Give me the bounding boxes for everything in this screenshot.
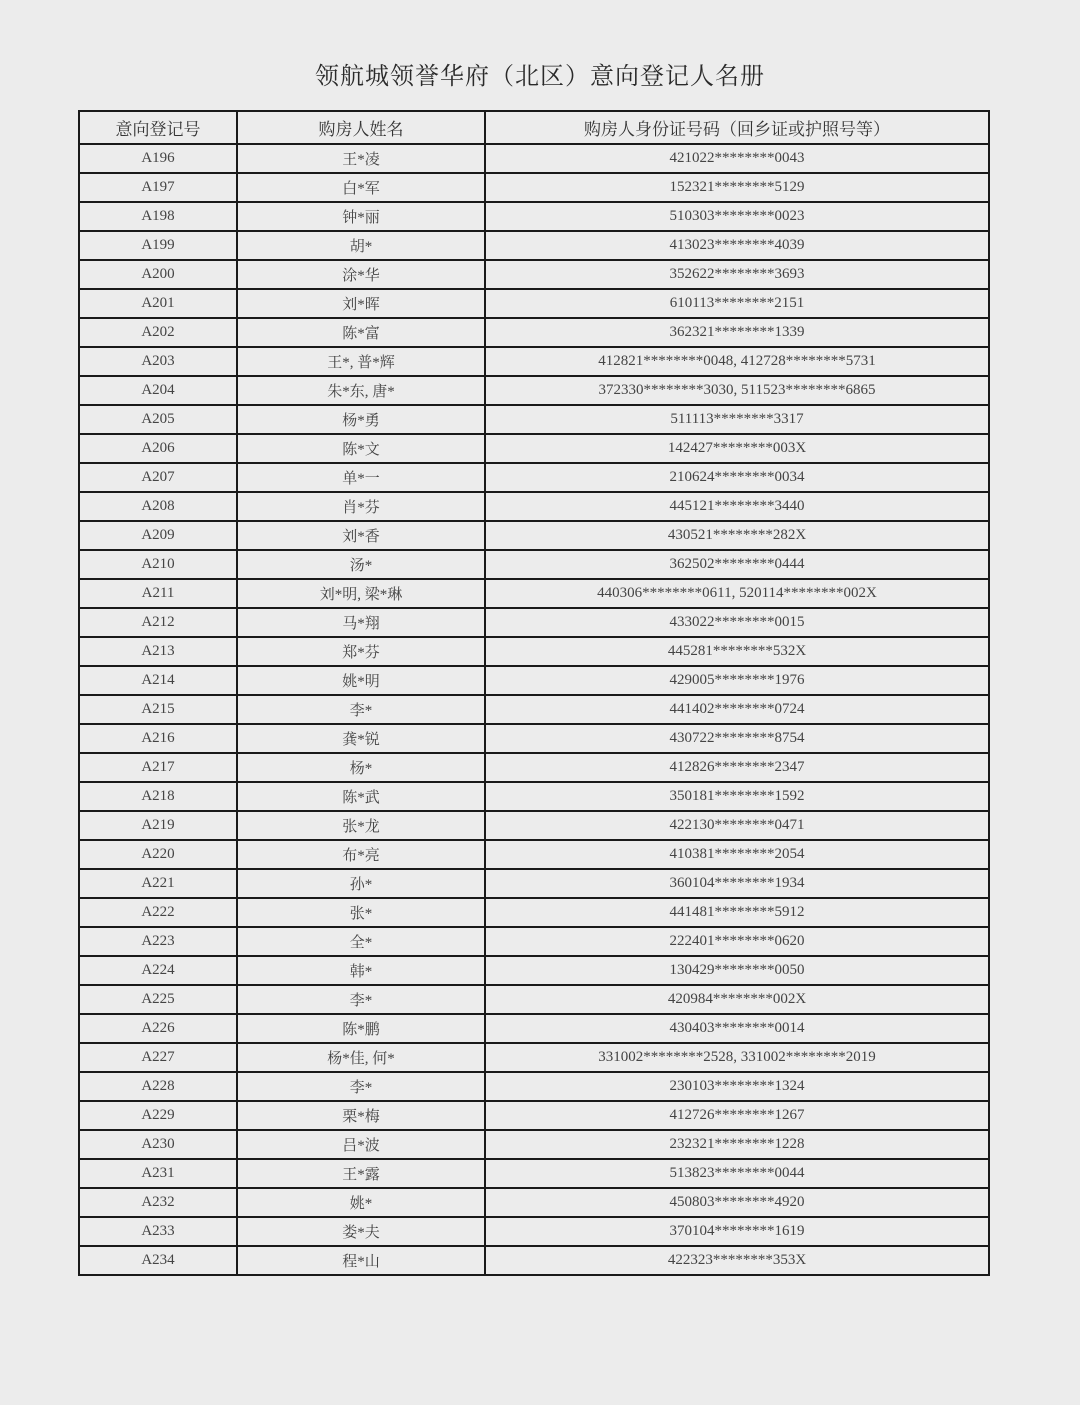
registration-number-cell: A215 xyxy=(79,695,237,724)
registration-number-cell: A234 xyxy=(79,1246,237,1275)
registration-number-cell: A214 xyxy=(79,666,237,695)
table-row xyxy=(79,724,989,753)
buyer-id-cell: 422130********0471 xyxy=(485,811,989,840)
table-row xyxy=(79,405,989,434)
table-row xyxy=(79,492,989,521)
table-body xyxy=(79,144,989,1275)
table-row xyxy=(79,811,989,840)
table-row xyxy=(79,782,989,811)
buyer-id-cell: 420984********002X xyxy=(485,985,989,1014)
table-row xyxy=(79,695,989,724)
buyer-name-cell: 陈*文 xyxy=(237,434,485,463)
buyer-id-cell: 412826********2347 xyxy=(485,753,989,782)
buyer-name-cell: 杨* xyxy=(237,753,485,782)
buyer-id-cell: 210624********0034 xyxy=(485,463,989,492)
registration-number-cell: A212 xyxy=(79,608,237,637)
table-row xyxy=(79,1188,989,1217)
registration-number-cell: A229 xyxy=(79,1101,237,1130)
table-row xyxy=(79,1014,989,1043)
registration-number-cell: A203 xyxy=(79,347,237,376)
buyer-name-cell: 陈*鹏 xyxy=(237,1014,485,1043)
buyer-name-cell: 汤* xyxy=(237,550,485,579)
table-row xyxy=(79,956,989,985)
registration-number-cell: A201 xyxy=(79,289,237,318)
table-row xyxy=(79,434,989,463)
registration-number-cell: A217 xyxy=(79,753,237,782)
registration-number-cell: A196 xyxy=(79,144,237,173)
buyer-id-cell: 513823********0044 xyxy=(485,1159,989,1188)
buyer-name-cell: 李* xyxy=(237,1072,485,1101)
table-row xyxy=(79,347,989,376)
buyer-name-cell: 胡* xyxy=(237,231,485,260)
registration-number-cell: A204 xyxy=(79,376,237,405)
buyer-name-cell: 李* xyxy=(237,985,485,1014)
buyer-id-cell: 445281********532X xyxy=(485,637,989,666)
registration-number-cell: A218 xyxy=(79,782,237,811)
buyer-id-cell: 232321********1228 xyxy=(485,1130,989,1159)
table-row xyxy=(79,260,989,289)
buyer-name-cell: 郑*芬 xyxy=(237,637,485,666)
buyer-name-cell: 刘*明, 梁*琳 xyxy=(237,579,485,608)
buyer-id-cell: 430521********282X xyxy=(485,521,989,550)
buyer-id-cell: 331002********2528, 331002********2019 xyxy=(485,1043,989,1072)
buyer-name-cell: 栗*梅 xyxy=(237,1101,485,1130)
buyer-id-cell: 511113********3317 xyxy=(485,405,989,434)
buyer-name-cell: 王*, 普*辉 xyxy=(237,347,485,376)
table-row xyxy=(79,753,989,782)
table-row xyxy=(79,1246,989,1275)
table-row xyxy=(79,318,989,347)
registration-number-cell: A225 xyxy=(79,985,237,1014)
buyer-id-cell: 412821********0048, 412728********5731 xyxy=(485,347,989,376)
buyer-name-cell: 陈*武 xyxy=(237,782,485,811)
buyer-id-cell: 352622********3693 xyxy=(485,260,989,289)
table-row xyxy=(79,376,989,405)
buyer-id-cell: 230103********1324 xyxy=(485,1072,989,1101)
table-row xyxy=(79,1159,989,1188)
buyer-name-cell: 姚* xyxy=(237,1188,485,1217)
table-row xyxy=(79,608,989,637)
buyer-name-cell: 单*一 xyxy=(237,463,485,492)
buyer-id-cell: 450803********4920 xyxy=(485,1188,989,1217)
document-title: 领航城领誉华府（北区）意向登记人名册 xyxy=(315,62,765,90)
table-row xyxy=(79,898,989,927)
buyer-name-cell: 布*亮 xyxy=(237,840,485,869)
registration-number-cell: A199 xyxy=(79,231,237,260)
table-row xyxy=(79,1043,989,1072)
table-row xyxy=(79,463,989,492)
registration-number-cell: A198 xyxy=(79,202,237,231)
table-row xyxy=(79,1072,989,1101)
registration-number-cell: A202 xyxy=(79,318,237,347)
buyer-id-cell: 610113********2151 xyxy=(485,289,989,318)
buyer-name-cell: 全* xyxy=(237,927,485,956)
registration-number-cell: A219 xyxy=(79,811,237,840)
buyer-id-cell: 421022********0043 xyxy=(485,144,989,173)
header-registration-number: 意向登记号 xyxy=(79,111,237,144)
buyer-id-cell: 429005********1976 xyxy=(485,666,989,695)
buyer-id-cell: 422323********353X xyxy=(485,1246,989,1275)
table-row xyxy=(79,1217,989,1246)
buyer-name-cell: 吕*波 xyxy=(237,1130,485,1159)
registration-number-cell: A200 xyxy=(79,260,237,289)
header-buyer-id: 购房人身份证号码（回乡证或护照号等） xyxy=(485,111,989,144)
buyer-name-cell: 白*军 xyxy=(237,173,485,202)
table-row xyxy=(79,173,989,202)
registration-number-cell: A211 xyxy=(79,579,237,608)
buyer-name-cell: 肖*芬 xyxy=(237,492,485,521)
buyer-name-cell: 涂*华 xyxy=(237,260,485,289)
buyer-id-cell: 510303********0023 xyxy=(485,202,989,231)
table-row xyxy=(79,144,989,173)
buyer-name-cell: 孙* xyxy=(237,869,485,898)
buyer-id-cell: 412726********1267 xyxy=(485,1101,989,1130)
buyer-id-cell: 413023********4039 xyxy=(485,231,989,260)
registration-number-cell: A221 xyxy=(79,869,237,898)
buyer-id-cell: 362321********1339 xyxy=(485,318,989,347)
registration-number-cell: A224 xyxy=(79,956,237,985)
buyer-id-cell: 441402********0724 xyxy=(485,695,989,724)
registration-number-cell: A230 xyxy=(79,1130,237,1159)
table-row xyxy=(79,985,989,1014)
buyer-id-cell: 430403********0014 xyxy=(485,1014,989,1043)
table-row xyxy=(79,1130,989,1159)
registration-number-cell: A222 xyxy=(79,898,237,927)
buyer-id-cell: 222401********0620 xyxy=(485,927,989,956)
registration-number-cell: A220 xyxy=(79,840,237,869)
buyer-name-cell: 张* xyxy=(237,898,485,927)
table-row xyxy=(79,869,989,898)
buyer-id-cell: 440306********0611, 520114********002X xyxy=(485,579,989,608)
registration-number-cell: A227 xyxy=(79,1043,237,1072)
buyer-name-cell: 李* xyxy=(237,695,485,724)
registration-number-cell: A213 xyxy=(79,637,237,666)
buyer-id-cell: 360104********1934 xyxy=(485,869,989,898)
buyer-name-cell: 陈*富 xyxy=(237,318,485,347)
registration-number-cell: A206 xyxy=(79,434,237,463)
table-row xyxy=(79,1101,989,1130)
buyer-name-cell: 马*翔 xyxy=(237,608,485,637)
registration-number-cell: A216 xyxy=(79,724,237,753)
buyer-id-cell: 441481********5912 xyxy=(485,898,989,927)
registration-number-cell: A209 xyxy=(79,521,237,550)
buyer-name-cell: 钟*丽 xyxy=(237,202,485,231)
buyer-name-cell: 杨*佳, 何* xyxy=(237,1043,485,1072)
buyer-name-cell: 杨*勇 xyxy=(237,405,485,434)
buyer-id-cell: 130429********0050 xyxy=(485,956,989,985)
table-row xyxy=(79,840,989,869)
buyer-id-cell: 152321********5129 xyxy=(485,173,989,202)
registration-number-cell: A205 xyxy=(79,405,237,434)
buyer-name-cell: 韩* xyxy=(237,956,485,985)
table-row xyxy=(79,521,989,550)
registration-number-cell: A232 xyxy=(79,1188,237,1217)
buyer-name-cell: 张*龙 xyxy=(237,811,485,840)
buyer-name-cell: 娄*夫 xyxy=(237,1217,485,1246)
registration-number-cell: A207 xyxy=(79,463,237,492)
registration-number-cell: A231 xyxy=(79,1159,237,1188)
buyer-name-cell: 王*露 xyxy=(237,1159,485,1188)
buyer-id-cell: 433022********0015 xyxy=(485,608,989,637)
registration-number-cell: A197 xyxy=(79,173,237,202)
buyer-name-cell: 程*山 xyxy=(237,1246,485,1275)
buyer-id-cell: 370104********1619 xyxy=(485,1217,989,1246)
registration-number-cell: A228 xyxy=(79,1072,237,1101)
buyer-name-cell: 朱*东, 唐* xyxy=(237,376,485,405)
table-row xyxy=(79,666,989,695)
buyer-id-cell: 430722********8754 xyxy=(485,724,989,753)
buyer-id-cell: 410381********2054 xyxy=(485,840,989,869)
buyer-name-cell: 王*凌 xyxy=(237,144,485,173)
registration-number-cell: A233 xyxy=(79,1217,237,1246)
registrant-table xyxy=(78,110,990,1276)
table-row xyxy=(79,927,989,956)
table-row xyxy=(79,231,989,260)
table-row xyxy=(79,289,989,318)
registration-number-cell: A226 xyxy=(79,1014,237,1043)
header-buyer-name: 购房人姓名 xyxy=(237,111,485,144)
buyer-name-cell: 姚*明 xyxy=(237,666,485,695)
buyer-id-cell: 372330********3030, 511523********6865 xyxy=(485,376,989,405)
buyer-name-cell: 刘*晖 xyxy=(237,289,485,318)
table-row xyxy=(79,550,989,579)
buyer-id-cell: 445121********3440 xyxy=(485,492,989,521)
table-header-row xyxy=(79,111,989,144)
buyer-id-cell: 142427********003X xyxy=(485,434,989,463)
registration-number-cell: A210 xyxy=(79,550,237,579)
buyer-id-cell: 362502********0444 xyxy=(485,550,989,579)
buyer-name-cell: 刘*香 xyxy=(237,521,485,550)
buyer-id-cell: 350181********1592 xyxy=(485,782,989,811)
buyer-name-cell: 龚*锐 xyxy=(237,724,485,753)
registration-number-cell: A208 xyxy=(79,492,237,521)
registration-number-cell: A223 xyxy=(79,927,237,956)
table-row xyxy=(79,637,989,666)
table-row xyxy=(79,202,989,231)
table-row xyxy=(79,579,989,608)
